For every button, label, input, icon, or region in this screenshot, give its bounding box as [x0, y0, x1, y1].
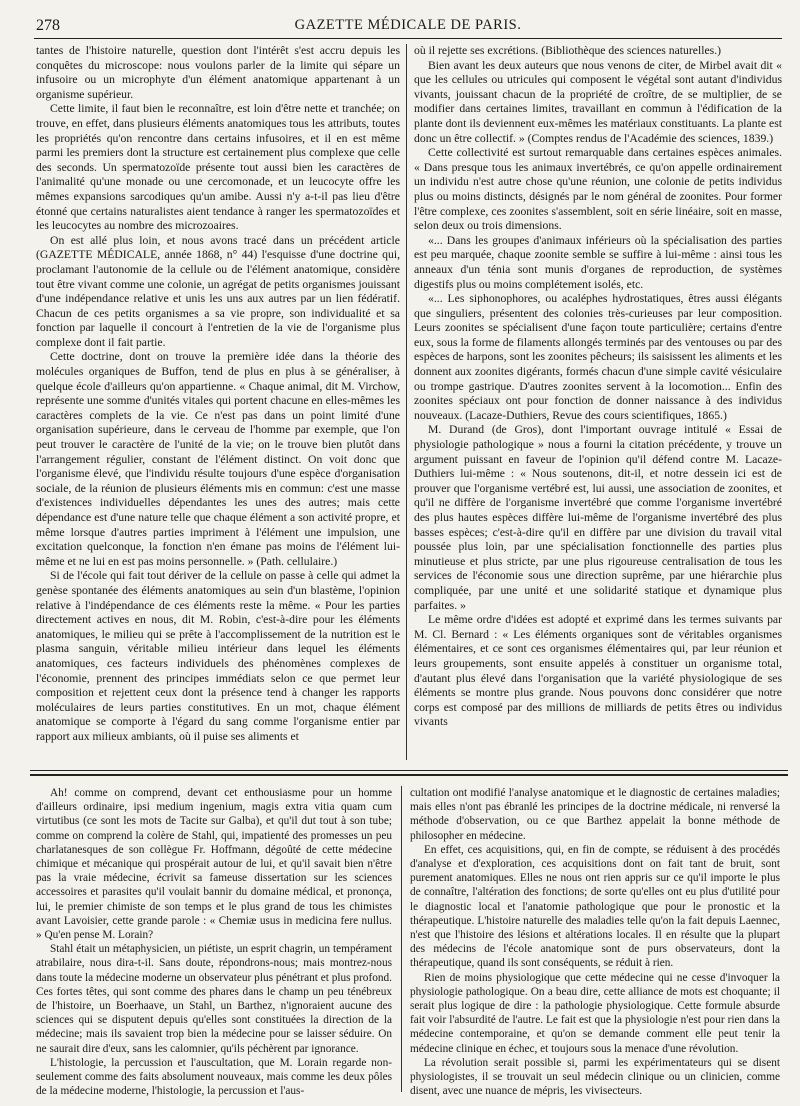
column-divider — [401, 786, 402, 1092]
paragraph: Bien avant les deux auteurs que nous venons de citer, de Mirbel avait dit « que les cellules ou utricules qui composent le végétal sont autant d'individus vivants, jouissant chacun de la propriété de croître, de se multiplier, de se modifier dans certaines limites, travaillant en commun à l'édification de la plante dont ils deviennent eux-mêmes les matériaux constituants. La plante est donc un être collectif. » (Comptes rendus de l'Académie des sciences, 1839.) — [414, 58, 782, 145]
section-divider — [30, 770, 788, 771]
paragraph: En effet, ces acquisitions, qui, en fin de compte, se réduisent à des procédés d'analyse et d'exploration, ces acquisitions dont on fait tant de bruit, sont purement anatomiques. Elles ne nous ont rien appris sur ce qu'il importe le plus de connaître, l'altération des fonctions; de sorte qu'elles ont eu plus d'utilité pour le diagnostic local et l'anatomie pathologique que pour le pronostic et la thérapeutique. L'histoire naturelle des maladies telle qu'on la fait depuis Laennec, n'est que l'histoire des lésions et altérations locales. Il en résulte que la plupart des médecins de l'école anatomique sont de purs observateurs, dont la thérapeutique, quand ils sont conséquents, se réduit à rien. — [410, 843, 780, 970]
paragraph: Cette limite, il faut bien le reconnaître, est loin d'être nette et tranchée; on trouve, en effet, dans plusieurs éléments anatomiques tous les attributs, toutes les propriétés qu'on rencontre dans certains infusoires, et il en est même parmi les premiers dont la structure est certainement plus complexe que celle des seconds. Un spermatozoïde présente tout aussi bien les caractères de l'animalité qu'une monade ou une cercomonade, et un leucocyte offre les mêmes expansions sarcodiques qu'un amibe. Aussi n'y a-t-il pas lieu d'être étonné que certains naturalistes aient tendance à ranger les spermatozoïdes et les leucocytes au nombre des microzoaires. — [36, 102, 400, 233]
article-column-left — [36, 44, 400, 758]
paragraph: Stahl était un métaphysicien, un piétiste, un esprit chagrin, un tempérament atrabilaire, nous dira-t-il. Sans doute, répondrons-nous; mais montrez-nous dans toute la médecine moderne un observateur plus pénétrant et plus profond. Ces fortes têtes, qui sont comme des phares dans le champ un peu ténébreux de l'histoire, un Boerhaave, un Stahl, un Barthez, n'ignoraient aucune des sciences qui se disputent depuis qu'elles sont constituées la direction de la médecine; mais ils savaient trop bien la médecine pour se laisser séduire. On ne saurait dire d'eux, sans les calomnier, qu'ils péchèrent par ignorance. — [36, 943, 392, 1055]
paragraph: Cette collectivité est surtout remarquable dans certaines espèces animales. « Dans presque tous les animaux invertébrés, ce qu'on appelle ordinairement un individu n'est autre chose qu'une réunion, une colonie de petits individus plus ou moins distincts, désignés par le nom général de zoonites. Pour former l'être complexe, ces zoonites s'assemblent, soit en série linéaire, soit en masse, selon deux ou trois dimensions. — [414, 146, 782, 233]
page-number: 278 — [36, 17, 60, 34]
paragraph: cultation ont modifié l'analyse anatomique et le diagnostic de certaines maladies; mais elles n'ont pas ébranlé les principes de la doctrine médicale, ni renversé la méthode d'observation, ou ce que Barthez appelait la bonne méthode de philosopher en médecine. — [410, 787, 780, 842]
paragraph: La révolution serait possible si, parmi les expérimentateurs qui se disent physiologistes, il se trouvait un seul médecin clinique ou un clinicien, comme disent, avec une nuance de mépris, les vivisecteurs. — [410, 1056, 780, 1098]
paragraph: Cette doctrine, dont on trouve la première idée dans la théorie des molécules organiques de Buffon, tend de plus en plus à se généraliser, à quelque école d'ailleurs qu'on appartienne. « Chaque animal, dit M. Virchow, représente une somme d'unités vitales qui portent chacune en elles-mêmes les caractères complets de la vie. Ce n'est pas dans un point limité d'une organisation supérieure, dans le cerveau de l'homme par exemple, que l'on peut trouver le caractère de l'unité de la vie; on le trouve bien plutôt dans l'arrangement régulier, constant de l'élément distinct. On voit donc que l'organisme élevé, que l'individu résulte toujours d'une espèce d'organisation sociale, de la réunion de plusieurs éléments mis en commun: c'est une masse d'existences individuelles dépendantes les unes des autres; mais cette dépendance est d'une nature telle que chaque élément a son activité propre, et même lorsque d'autres parties impriment à l'élément une impulsion, une excitation quelconque, la fonction n'en émane pas moins de l'élément lui-même et ne lui en est pas moins personnelle. » (Path. cellulaire.) — [36, 350, 400, 568]
paragraph: tantes de l'histoire naturelle, question dont l'intérêt s'est accru depuis les conquêtes du microscope: nous voulons parler de la limite qui sépare un infusoire ou un microphyte d'un élément anatomique appartenant à un organisme supérieur. — [36, 44, 400, 101]
paragraph: Ah! comme on comprend, devant cet enthousiasme pour un homme d'ailleurs ordinaire, ipsi medium ingenium, magis extra vitia quam cum virtutibus (ce sont les mots de Tacite sur Galba), et qu'il dut tout à son tube; comme on comprend la colère de Stahl, qui, impatienté des promesses un peu charlatanesques de son collègue Fr. Hoffmann, dégoûté de cette médecine chimique et mécanique qui prospérait autour de lui, et qu'il savait bien n'être pas la vraie médecine, écrivit sa fameuse dissertation sur les sciences accessoires et parasites qu'il voulait bannir du domaine médical, et prononça, lui, le premier chimiste de son temps et le plus grand de tous les chimistes avant Lavoisier, cette grande parole : « Chemiæ usus in medicina fere nullus. » Qu'en pense M. Lorain? — [36, 787, 392, 942]
article-column-right — [414, 44, 782, 758]
feuilleton-column-left — [36, 786, 392, 1098]
paragraph: On est allé plus loin, et nous avons tracé dans un précédent article (GAZETTE MÉDICALE, année 1868, n° 44) l'esquisse d'une doctrine qui, proclamant l'autonomie de la cellule ou de l'élément anatomique, considère tout être vivant comme une colonie, un agrégat de petits organismes jouissant d'une indépendance relative et unis les uns aux autres par un lien fédératif. Chacun de ces petits organismes a sa vie propre, son individualité et sa fonction par laquelle il concourt à l'entretien de la vie de l'organisme plus complexe dont il fait partie. — [36, 233, 400, 349]
paragraph: M. Durand (de Gros), dont l'important ouvrage intitulé « Essai de physiologie pathologique » nous a fourni la citation précédente, y trouve un argument puissant en faveur de l'opinion qu'il défend contre M. Lacaze-Duthiers lui-même : « Nous soutenons, dit-il, et notre dessein ici est de prouver que l'organisme vertébré est, lui aussi, une association de zoonites, et qu'il ne diffère de l'organisme invertébré que comme l'organisme invertébré des plus hautes espèces diffère lui-même de l'organisme invertébré des plus basses espèces; c'est-à-dire qu'il en diffère par une division du travail vital poussée plus loin, par une spécialisation fonctionnelle des parties plus minutieuse et plus stricte, par une plus rigoureuse centralisation de tous les services de l'économie sous une direction suprême, par une hiérarchie plus compliquée, par une unité et une solidarité statique et dynamique plus parfaites. » — [414, 423, 782, 612]
page-header — [34, 14, 782, 39]
paragraph: «... Dans les groupes d'animaux inférieurs où la spécialisation des parties est peu marquée, chaque zoonite semble se suffire à lui-même : ainsi tous les anneaux d'un ténia sont munis d'organes de reproduction, de systèmes digestifs plus ou moins complétement isolés, etc. — [414, 233, 782, 291]
journal-title: GAZETTE MÉDICALE DE PARIS. — [294, 17, 522, 33]
section-divider-thick — [30, 774, 788, 776]
paragraph: Si de l'école qui fait tout dériver de la cellule on passe à celle qui admet la genèse spontanée des éléments anatomiques au sein d'un blastème, l'opinion relative à l'indépendance de ces éléments reste la même. « Pour les parties directement actives en nous, dit M. Robin, c'est-à-dire pour les éléments anatomiques, le milieu qui se prête à l'accomplissement de la nutrition est le plasma sanguin, véritable milieu intérieur dans lequel les éléments anatomiques, ces facteurs individuels des phénomènes complexes de l'économie, prennent des principes immédiats selon ce que permet leur composition et rejettent ceux dont la présence tend à changer les rapports moléculaires de leurs parties constitutives. En un mot, chaque élément anatomique se comporte à l'égard du sang comme l'organisme entier par rapport aux milieux ambiants, où il puise ses aliments et — [36, 569, 400, 743]
paragraph: L'histologie, la percussion et l'auscultation, que M. Lorain regarde non-seulement comme des faits absolument nouveaux, mais comme les deux pôles de la médecine moderne, l'histologie, la percussion et l'aus- — [36, 1056, 392, 1098]
paragraph: Rien de moins physiologique que cette médecine qui ne cesse d'invoquer la physiologie pathologique. On a beau dire, cette alliance de mots est choquante; il serait plus logique de dire : la pathologie physiologique. Cette formule absurde fait voir l'absurdité de l'autre. Le fait est que la physiologie n'est pour rien dans la médecine contemporaine, et qu'on se demande comment elle peut tenir la médecine clinique en échec, et toujours sous la menace d'une révolution. — [410, 971, 780, 1055]
column-divider — [406, 44, 407, 760]
paragraph: où il rejette ses excrétions. (Bibliothèque des sciences naturelles.) — [414, 44, 722, 57]
feuilleton-column-right — [410, 786, 780, 1098]
paragraph: Le même ordre d'idées est adopté et exprimé dans les termes suivants par M. Cl. Bernard : « Les éléments organiques sont de véritables organismes élémentaires, et ce sont ces organismes élémentaires qui, par leur réunion et leurs groupements, sont ensuite appelés à constituer un organisme total, d'autant plus élevé dans l'organisation que la variété physiologique de ses éléments se montre plus grande. Nous pouvons donc considérer que notre corps est composé par des millions de milliards de petits êtres ou individus vivants — [414, 613, 782, 729]
paragraph: «... Les siphonophores, ou acaléphes hydrostatiques, êtres aussi élégants que singuliers, présentent des colonies très-curieuses par leur composition. Leurs zoonites se spécialisent d'une façon toute particulière; certains d'entre eux, sous la forme de filaments allongés terminés par des ventouses ou par des espèces de harpons, sont les zoonites pêcheurs; ils saisissent les aliments et les donnent aux zoonites digérants, formés chacun d'une simple cavité vésiculaire ou trompe gastrique. D'autres zoonites servent à la locomotion... Enfin des zoonites spéciaux ont pour fonction de donner naissance à des individus nouveaux. (Lacaze-Duthiers, Revue des cours scientifiques, 1865.) — [414, 292, 782, 422]
